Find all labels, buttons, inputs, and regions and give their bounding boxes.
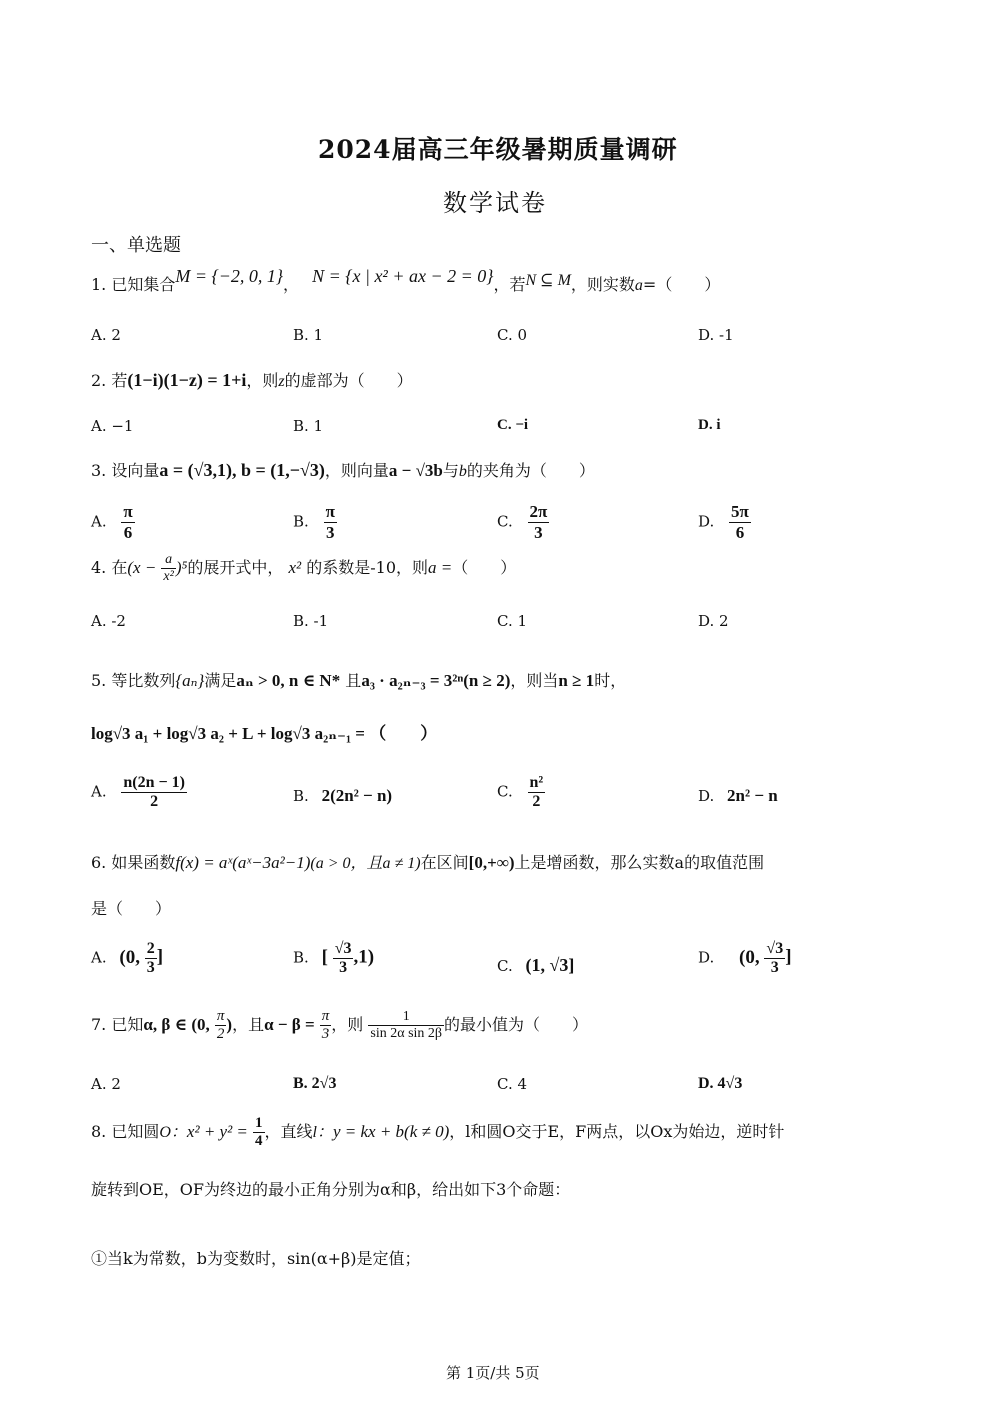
question-7 — [91, 1008, 588, 1043]
q5-a-num: n(2n − 1) — [123, 774, 185, 791]
q6-expr: f(x) = aˣ(aˣ−3a²−1) — [175, 853, 311, 872]
q1-sep: ， — [283, 275, 300, 294]
q7-option-b: B. 2√3 — [293, 1075, 337, 1092]
q7-m1: ，且 — [232, 1015, 265, 1034]
q4-option-a: A. -2 — [91, 612, 126, 630]
q6-d-num: √3 — [766, 940, 784, 957]
q3-a-den: 6 — [123, 523, 133, 542]
q8-line3: ①当k为常数，b为变数时，sin(α+β)是定值； — [91, 1249, 421, 1268]
q7-option-c: C. 4 — [497, 1075, 528, 1093]
q3-d-frac — [729, 502, 751, 543]
q3-b-den: 3 — [325, 523, 335, 542]
q7-main-frac — [368, 1009, 444, 1042]
q6-a-frac — [145, 940, 157, 977]
exam-title: 2024届高三年级暑期质量调研 — [318, 135, 678, 164]
q2-option-b: B. 1 — [293, 417, 324, 435]
q3-c-den: 3 — [534, 523, 543, 542]
q2-end: 的虚部为（ ） — [284, 371, 413, 390]
q5-d-expr: 2n² − n — [727, 786, 778, 805]
q6-line2: 是（ ） — [91, 899, 172, 918]
q5-c-num: n² — [529, 774, 544, 791]
q3-end: 的夹角为（ ） — [466, 461, 595, 480]
q8-line2: 旋转到OE，OF为终边的最小正角分别为α和β，给出如下3个命题： — [91, 1180, 571, 1199]
q8-end: ，l和圆O交于E，F两点，以Ox为始边，逆时针 — [449, 1122, 785, 1141]
q6-b-left: [ — [321, 946, 328, 968]
q4-option-d: D. 2 — [698, 612, 729, 630]
q3-c-frac — [528, 502, 550, 543]
q8-l: l： — [312, 1124, 333, 1141]
q4-option-b: B. -1 — [293, 612, 329, 630]
q5-d-label: D. — [698, 787, 715, 805]
q2-var: z — [278, 373, 285, 390]
q3-a-label: A. — [91, 512, 107, 531]
q6-option-c — [497, 955, 574, 976]
q5-option-a — [91, 774, 187, 811]
q4-end: （ ） — [452, 558, 517, 577]
q1-set-m: M = {−2, 0, 1} — [175, 266, 284, 286]
q7-pi-num: π — [216, 1008, 225, 1024]
page-footer: 第 1页/共 5页 — [446, 1364, 540, 1382]
q3-d-num: 5π — [731, 502, 749, 521]
q5-option-c — [497, 774, 545, 811]
q3-mid: ，则向量 — [324, 461, 389, 480]
q5-m1: 满足 — [204, 671, 237, 690]
q6-b-label: B. — [293, 948, 309, 967]
q7-pi3-den: 3 — [321, 1026, 330, 1042]
q6-b-frac — [333, 940, 354, 977]
q3-c-num: 2π — [529, 502, 548, 521]
q2-option-a: A. −1 — [91, 417, 134, 435]
q1-tail: ，则实数 — [570, 275, 635, 294]
q7-ab: α, β ∈ (0, — [143, 1015, 210, 1034]
q8-m1: ，直线 — [264, 1122, 313, 1141]
q1-var: a — [634, 277, 643, 294]
q5-option-b — [293, 786, 392, 806]
q2-option-c: C. −i — [497, 417, 529, 433]
q6-d-den: 3 — [770, 959, 779, 976]
q6-a-num: 2 — [146, 940, 155, 957]
q6-m1: 在区间 — [420, 853, 469, 872]
q8-o: O： — [159, 1124, 187, 1141]
q5-c-den: 2 — [532, 793, 541, 810]
q2-mid: ，则 — [246, 371, 279, 390]
question-5 — [91, 668, 626, 691]
q5-b-expr: 2(2n² − n) — [321, 786, 393, 805]
q3-c-label: C. — [497, 512, 513, 531]
q3-option-d — [698, 502, 751, 543]
q3-option-b — [293, 502, 337, 543]
q5-c-label: C. — [497, 782, 513, 801]
q7-option-d: D. 4√3 — [698, 1075, 743, 1092]
q5-m3: ，则当 — [510, 671, 559, 690]
q5-num: 5. 等比数列 — [91, 671, 176, 690]
q6-end: 上是增函数，那么实数a的取值范围 — [514, 853, 765, 872]
q3-b-num: π — [325, 502, 335, 521]
q6-d-left: (0, — [739, 946, 760, 968]
question-3 — [91, 458, 595, 481]
q8-frac-num: 1 — [255, 1115, 263, 1131]
q6-b-right: ,1) — [353, 946, 375, 968]
q1-option-d: D. -1 — [698, 326, 734, 344]
q7-pi3-frac — [320, 1008, 332, 1043]
q5-eq: a₃ · a₂ₙ₋₃ = 3²ⁿ(n ≥ 2) — [361, 671, 511, 690]
q6-option-a — [91, 940, 163, 977]
q7-option-a: A. 2 — [91, 1075, 121, 1093]
q5-cond: aₙ > 0, n ∈ N* — [236, 671, 341, 690]
q8-frac — [253, 1115, 265, 1150]
q7-diff: α − β = — [264, 1015, 315, 1034]
q4-xsq: x² — [288, 558, 302, 577]
q6-c-label: C. — [497, 957, 513, 975]
q1-option-c: C. 0 — [497, 326, 528, 344]
q8-frac-den: 4 — [255, 1133, 263, 1149]
q6-a-den: 3 — [146, 959, 155, 976]
exam-subtitle: 数学试卷 — [443, 189, 547, 217]
q8-num: 8. 已知圆 — [91, 1122, 160, 1141]
q1-set-n: N = {x | x² + ax − 2 = 0} — [312, 266, 494, 286]
q5-cond2: n ≥ 1 — [558, 671, 595, 690]
q6-a-label: A. — [91, 948, 107, 967]
q6-cond: (a > 0，且a ≠ 1) — [310, 855, 421, 872]
q5-option-d — [698, 786, 778, 806]
q5-m2: 且 — [345, 671, 362, 690]
question-6 — [91, 850, 764, 873]
q5-end: 时， — [594, 671, 627, 690]
q1-num: 1. 已知集合 — [91, 275, 176, 294]
q3-d-den: 6 — [735, 523, 745, 542]
q5-line2: log√3 a₁ + log√3 a₂ + L + log√3 a₂ₙ₋₁ = （ ） — [91, 724, 438, 743]
q7-main-den: sin 2α sin 2β — [370, 1026, 443, 1041]
q6-b-den: 3 — [339, 959, 348, 976]
q6-d-label: D. — [698, 948, 715, 967]
q3-vb: b — [458, 463, 467, 480]
q6-b-num: √3 — [334, 940, 352, 957]
q5-a-frac — [121, 774, 187, 811]
q7-pi-frac — [215, 1008, 227, 1043]
q5-a-den: 2 — [150, 793, 159, 810]
q6-c-expr: (1, √3] — [525, 955, 575, 975]
q4-option-c: C. 1 — [497, 612, 528, 630]
q4-frac — [161, 552, 175, 585]
q4-mid2: 的系数是-10，则 — [306, 558, 429, 577]
q3-and: 与 — [442, 461, 459, 480]
q3-option-c — [497, 502, 549, 543]
q4-var: a = — [428, 558, 453, 577]
q3-num: 3. 设向量 — [91, 461, 160, 480]
q6-d-frac — [764, 940, 785, 977]
q1-option-a: A. 2 — [91, 326, 121, 344]
q3-b-frac — [324, 502, 337, 543]
q7-end: 的最小值为（ ） — [444, 1015, 589, 1034]
q1-sep2: ，若 — [493, 275, 526, 294]
section-title: 一、单选题 — [91, 235, 181, 256]
q7-main-num: 1 — [368, 1009, 444, 1026]
q1-option-b: B. 1 — [293, 326, 324, 344]
q4-lp: (x − — [127, 558, 157, 577]
q7-pi3-num: π — [321, 1008, 330, 1024]
q1-subset: N ⊆ M — [525, 272, 571, 289]
q3-a-frac — [121, 502, 134, 543]
q5-a-label: A. — [91, 782, 107, 801]
q7-m2: ，则 — [331, 1015, 364, 1034]
q2-num: 2. 若 — [91, 371, 128, 390]
question-1 — [91, 266, 721, 295]
q6-a-right: ] — [156, 946, 164, 968]
q6-num: 6. 如果函数 — [91, 853, 176, 872]
q6-option-d — [698, 940, 792, 977]
q4-frac-num: a — [161, 552, 175, 569]
question-4 — [91, 552, 516, 585]
question-2 — [91, 368, 413, 391]
q7-close: ) — [226, 1015, 233, 1034]
q3-d-label: D. — [698, 512, 715, 531]
question-8 — [91, 1115, 784, 1150]
q3-a-num: π — [123, 502, 133, 521]
q4-num: 4. 在 — [91, 558, 128, 577]
q2-expr: (1−i)(1−z) = 1+i — [127, 370, 247, 390]
q4-mid: 的展开式中， — [187, 558, 284, 577]
q2-option-d: D. i — [698, 417, 721, 433]
q4-frac-den: x² — [163, 569, 174, 584]
q8-line: y = kx + b(k ≠ 0) — [332, 1122, 450, 1141]
q3-vectors: a = (√3,1), b = (1,−√3) — [159, 460, 325, 480]
q3-expr2: a − √3b — [388, 461, 443, 480]
q5-b-label: B. — [293, 787, 309, 805]
q5-c-frac — [528, 774, 546, 811]
q6-option-b — [293, 940, 374, 977]
q7-num: 7. 已知 — [91, 1015, 144, 1034]
q7-pi-den: 2 — [216, 1026, 225, 1042]
q1-end: =（ ） — [642, 275, 721, 294]
q8-eq: x² + y² = — [186, 1122, 248, 1141]
q3-b-label: B. — [293, 512, 309, 531]
q6-interval: [0,+∞) — [468, 853, 515, 872]
q3-option-a — [91, 502, 135, 543]
q6-d-right: ] — [785, 946, 792, 968]
q4-rp: )⁵ — [175, 558, 188, 577]
q6-a-left: (0, — [119, 946, 140, 968]
q5-seq: {aₙ} — [175, 671, 205, 690]
